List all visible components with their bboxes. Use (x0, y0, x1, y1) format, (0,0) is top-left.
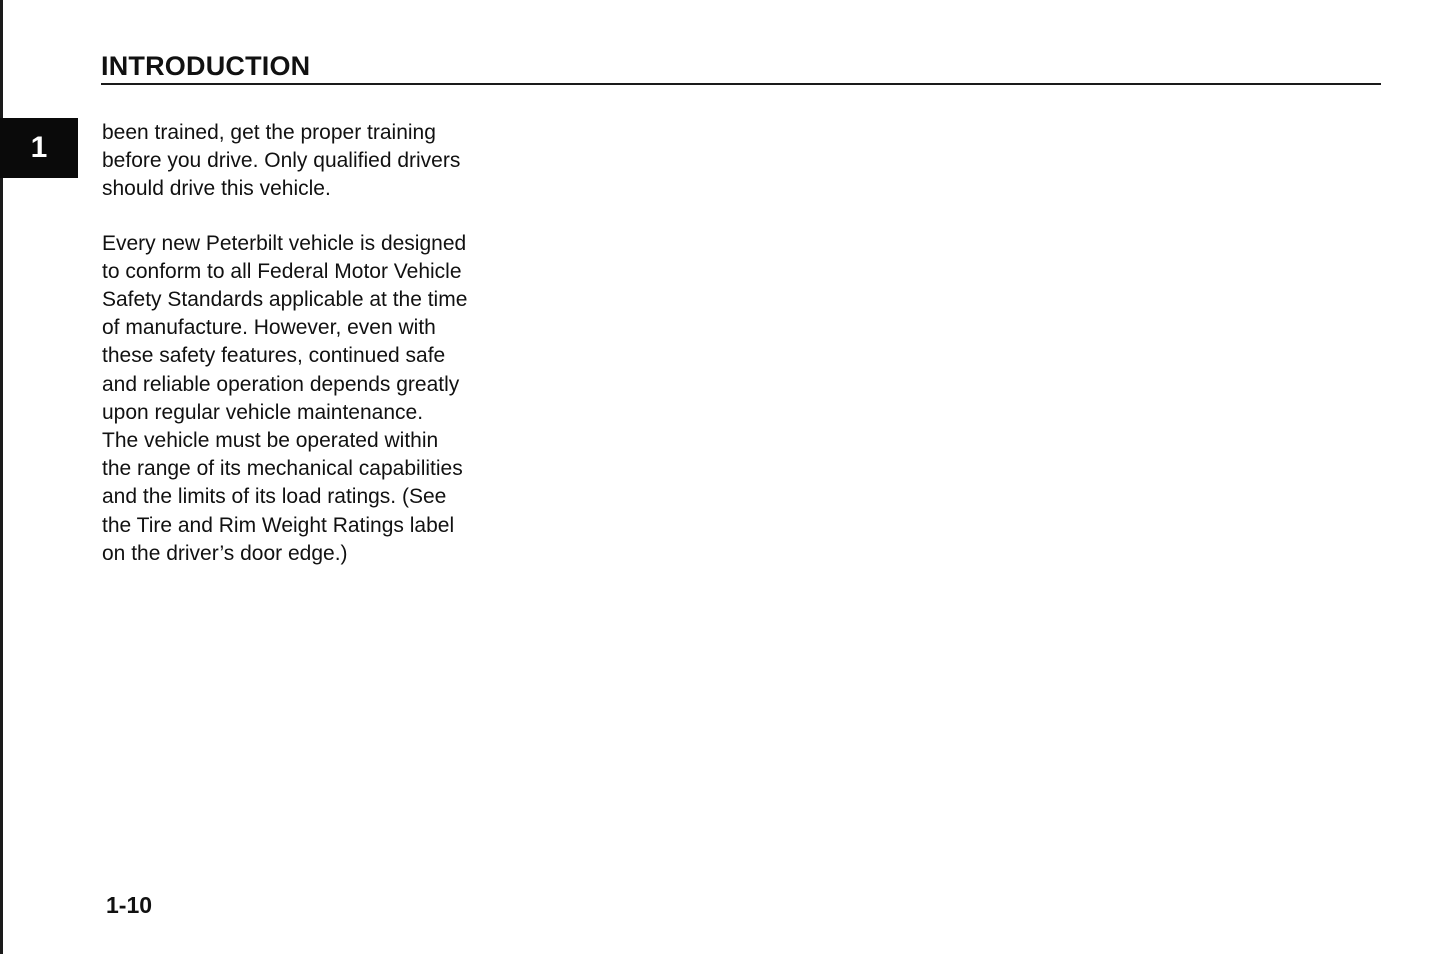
body-paragraph: been trained, get the proper training before you drive. Only qualified drivers should drive this vehicle. (102, 121, 461, 201)
chapter-tab (0, 118, 78, 178)
body-paragraph: Every new Peterbilt vehicle is designed to conform to all Federal Motor Vehicle Safety Standards applicable at the time of manufacture. However, even with these safety features, continued safe and reliable operation depends greatly upon regular vehicle maintenance. The vehicle must be operated within the range of its mechanical capabilities and the limits of its load ratings. (See the Tire and Rim Weight Ratings label on the driver’s door edge.) (102, 231, 468, 565)
section-title: INTRODUCTION (101, 51, 311, 81)
chapter-tab-number: 1 (30, 131, 48, 164)
page-number: 1-10 (106, 892, 153, 918)
body-text-column (102, 119, 522, 568)
header-rule (101, 83, 1381, 85)
